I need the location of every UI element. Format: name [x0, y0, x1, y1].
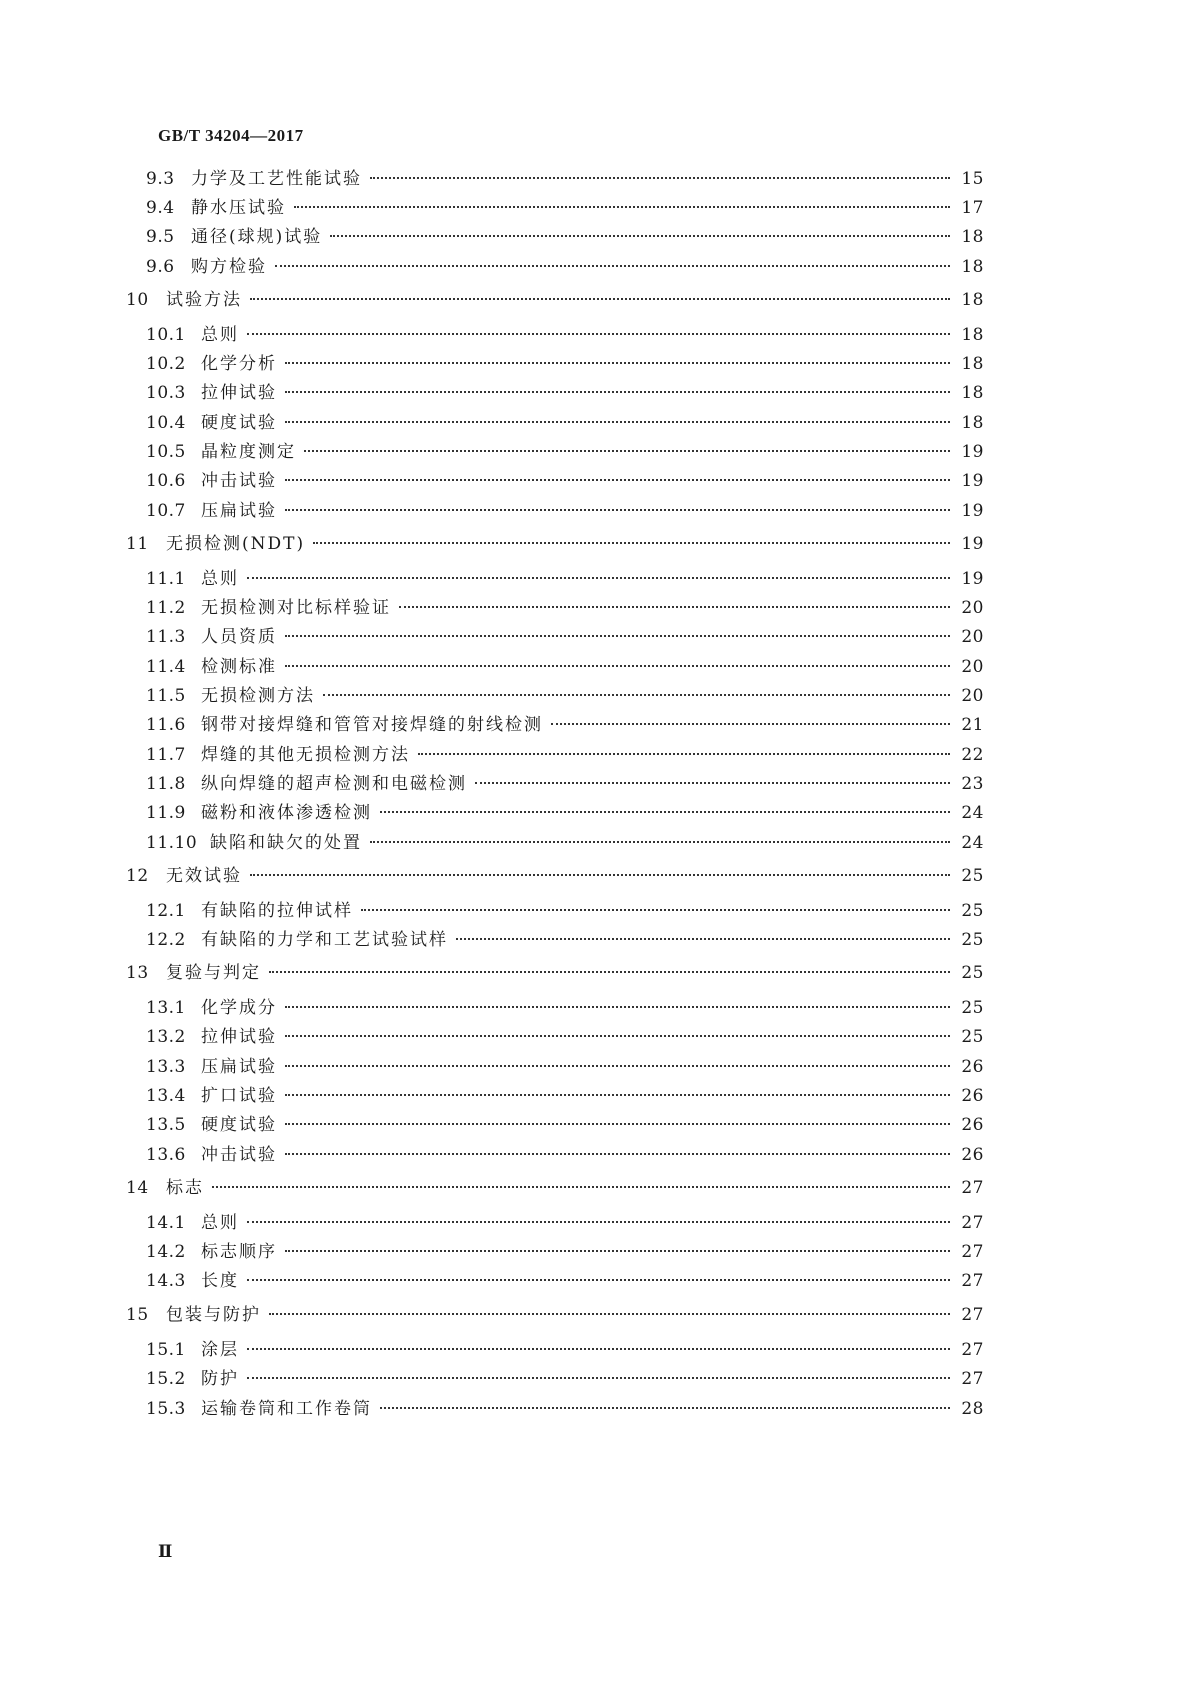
toc-entry-number: 10.4: [146, 413, 186, 433]
toc-subsection-row[interactable]: [146, 744, 984, 766]
toc-entry-page: 20: [961, 627, 984, 647]
toc-entry-page: 27: [961, 1178, 984, 1198]
toc-subsection-row[interactable]: [146, 626, 984, 648]
toc-entry-page: 25: [961, 866, 984, 886]
toc-entry-number: 9.5: [146, 227, 175, 247]
toc-subsection-row[interactable]: [146, 441, 984, 463]
toc-subsection-row[interactable]: [146, 1270, 984, 1292]
toc-entry-page: 15: [961, 169, 984, 189]
toc-dot-leader: [269, 971, 950, 973]
toc-section-row[interactable]: [126, 1177, 984, 1199]
standard-code-header: GB/T 34204—2017: [158, 126, 304, 145]
toc-subsection-row[interactable]: [146, 256, 984, 278]
toc-entry-title: 通径(球规)试验: [191, 227, 323, 247]
toc-subsection-row[interactable]: [146, 1114, 984, 1136]
toc-subsection-row[interactable]: [146, 1398, 984, 1420]
toc-subsection-row[interactable]: [146, 1212, 984, 1234]
toc-entry-title: 硬度试验: [201, 1115, 277, 1135]
toc-entry-number: 13.3: [146, 1057, 186, 1077]
toc-entry-title: 总则: [201, 325, 239, 345]
toc-entry-title: 涂层: [201, 1340, 239, 1360]
toc-dot-leader: [285, 1123, 950, 1125]
toc-entry-title: 纵向焊缝的超声检测和电磁检测: [201, 774, 467, 794]
toc-dot-leader: [380, 1407, 950, 1409]
toc-entry-title: 检测标准: [201, 657, 277, 677]
toc-entry-number: 13.2: [146, 1027, 186, 1047]
toc-entry-title: 冲击试验: [201, 1145, 277, 1165]
toc-subsection-row[interactable]: [146, 324, 984, 346]
toc-entry-number: 13.5: [146, 1115, 186, 1135]
toc-dot-leader: [330, 235, 950, 237]
toc-entry-page: 21: [961, 715, 984, 735]
toc-entry-number: 11.2: [146, 598, 186, 618]
toc-entry-number: 10: [126, 290, 149, 310]
toc-entry-page: 18: [961, 257, 984, 277]
toc-dot-leader: [285, 1094, 950, 1096]
toc-subsection-row[interactable]: [146, 1368, 984, 1390]
toc-subsection-row[interactable]: [146, 773, 984, 795]
toc-entry-number: 13.6: [146, 1145, 186, 1165]
toc-entry-number: 12: [126, 866, 149, 886]
toc-entry-number: 15.1: [146, 1340, 186, 1360]
toc-entry-page: 19: [961, 501, 984, 521]
toc-dot-leader: [247, 1377, 950, 1379]
toc-entry-title: 晶粒度测定: [201, 442, 296, 462]
toc-entry-title: 冲击试验: [201, 471, 277, 491]
toc-dot-leader: [370, 177, 950, 179]
toc-subsection-row[interactable]: [146, 1144, 984, 1166]
toc-entry-title: 运输卷筒和工作卷筒: [201, 1399, 372, 1419]
toc-entry-number: 9.3: [146, 169, 175, 189]
toc-entry-title: 长度: [201, 1271, 239, 1291]
toc-entry-page: 22: [961, 745, 984, 765]
toc-entry-title: 拉伸试验: [201, 383, 277, 403]
toc-entry-title: 硬度试验: [201, 413, 277, 433]
toc-dot-leader: [285, 421, 950, 423]
toc-entry-page: 18: [961, 413, 984, 433]
toc-dot-leader: [247, 1221, 950, 1223]
toc-entry-number: 10.5: [146, 442, 186, 462]
toc-entry-page: 20: [961, 686, 984, 706]
toc-entry-number: 13: [126, 963, 149, 983]
toc-entry-title: 总则: [201, 569, 239, 589]
toc-dot-leader: [456, 938, 950, 940]
toc-subsection-row[interactable]: [146, 197, 984, 219]
toc-entry-page: 25: [961, 963, 984, 983]
toc-subsection-row[interactable]: [146, 656, 984, 678]
toc-entry-title: 总则: [201, 1213, 239, 1233]
toc-dot-leader: [313, 542, 950, 544]
toc-entry-number: 13.4: [146, 1086, 186, 1106]
toc-entry-title: 无损检测(NDT): [166, 534, 306, 554]
toc-entry-page: 20: [961, 657, 984, 677]
toc-dot-leader: [285, 509, 950, 511]
toc-entry-page: 25: [961, 1027, 984, 1047]
toc-subsection-row[interactable]: [146, 1056, 984, 1078]
toc-subsection-row[interactable]: [146, 412, 984, 434]
toc-dot-leader: [250, 298, 950, 300]
toc-dot-leader: [247, 1279, 950, 1281]
toc-dot-leader: [361, 909, 950, 911]
toc-entry-page: 19: [961, 569, 984, 589]
toc-entry-page: 27: [961, 1242, 984, 1262]
toc-entry-number: 15.2: [146, 1369, 186, 1389]
toc-dot-leader: [370, 841, 950, 843]
toc-entry-number: 9.6: [146, 257, 175, 277]
toc-entry-page: 25: [961, 998, 984, 1018]
toc-entry-page: 18: [961, 325, 984, 345]
toc-entry-title: 拉伸试验: [201, 1027, 277, 1047]
toc-dot-leader: [285, 1065, 950, 1067]
toc-dot-leader: [212, 1186, 950, 1188]
toc-entry-number: 12.1: [146, 901, 186, 921]
toc-subsection-row[interactable]: [146, 500, 984, 522]
toc-entry-title: 无效试验: [166, 866, 242, 886]
toc-entry-page: 18: [961, 383, 984, 403]
toc-entry-title: 焊缝的其他无损检测方法: [201, 745, 410, 765]
toc-entry-number: 14: [126, 1178, 149, 1198]
toc-entry-title: 化学分析: [201, 354, 277, 374]
toc-entry-number: 14.3: [146, 1271, 186, 1291]
toc-entry-title: 压扁试验: [201, 501, 277, 521]
toc-entry-page: 24: [961, 833, 984, 853]
toc-dot-leader: [250, 874, 950, 876]
toc-entry-page: 25: [961, 930, 984, 950]
toc-subsection-row[interactable]: [146, 1085, 984, 1107]
page-number: Ⅱ: [158, 1542, 173, 1561]
toc-entry-number: 11.6: [146, 715, 186, 735]
toc-subsection-row[interactable]: [146, 1026, 984, 1048]
toc-dot-leader: [475, 782, 950, 784]
toc-subsection-row[interactable]: [146, 714, 984, 736]
toc-dot-leader: [323, 694, 950, 696]
toc-entry-page: 27: [961, 1340, 984, 1360]
toc-section-row[interactable]: [126, 865, 984, 887]
toc-entry-title: 扩口试验: [201, 1086, 277, 1106]
toc-entry-title: 复验与判定: [166, 963, 261, 983]
toc-entry-title: 缺陷和缺欠的处置: [210, 833, 362, 853]
toc-entry-number: 11.5: [146, 686, 186, 706]
toc-subsection-row[interactable]: [146, 382, 984, 404]
toc-entry-title: 无损检测对比标样验证: [201, 598, 391, 618]
toc-entry-page: 18: [961, 354, 984, 374]
toc-entry-page: 25: [961, 901, 984, 921]
toc-entry-number: 10.7: [146, 501, 186, 521]
toc-dot-leader: [247, 1348, 950, 1350]
toc-subsection-row[interactable]: [146, 685, 984, 707]
toc-entry-page: 17: [961, 198, 984, 218]
toc-dot-leader: [247, 577, 950, 579]
toc-entry-page: 28: [961, 1399, 984, 1419]
toc-dot-leader: [285, 1250, 950, 1252]
toc-section-row[interactable]: [126, 1304, 984, 1326]
toc-entry-number: 10.3: [146, 383, 186, 403]
toc-subsection-row[interactable]: [146, 900, 984, 922]
toc-entry-title: 无损检测方法: [201, 686, 315, 706]
toc-entry-page: 26: [961, 1145, 984, 1165]
toc-dot-leader: [275, 265, 950, 267]
toc-entry-title: 静水压试验: [191, 198, 286, 218]
toc-entry-number: 11.3: [146, 627, 186, 647]
toc-subsection-row[interactable]: [146, 168, 984, 190]
toc-entry-page: 26: [961, 1057, 984, 1077]
toc-entry-number: 11: [126, 534, 149, 554]
toc-entry-page: 27: [961, 1213, 984, 1233]
toc-entry-title: 有缺陷的力学和工艺试验试样: [201, 930, 448, 950]
toc-entry-title: 钢带对接焊缝和管管对接焊缝的射线检测: [201, 715, 543, 735]
toc-entry-title: 试验方法: [166, 290, 242, 310]
toc-dot-leader: [294, 206, 950, 208]
toc-subsection-row[interactable]: [146, 226, 984, 248]
toc-subsection-row[interactable]: [146, 832, 984, 854]
toc-section-row[interactable]: [126, 289, 984, 311]
toc-dot-leader: [399, 606, 950, 608]
toc-entry-title: 力学及工艺性能试验: [191, 169, 362, 189]
toc-dot-leader: [247, 333, 950, 335]
toc-entry-number: 9.4: [146, 198, 175, 218]
toc-entry-number: 12.2: [146, 930, 186, 950]
toc-entry-number: 10.6: [146, 471, 186, 491]
toc-entry-title: 有缺陷的拉伸试样: [201, 901, 353, 921]
toc-entry-page: 23: [961, 774, 984, 794]
toc-entry-title: 防护: [201, 1369, 239, 1389]
toc-entry-page: 26: [961, 1115, 984, 1135]
toc-dot-leader: [551, 723, 950, 725]
toc-entry-number: 13.1: [146, 998, 186, 1018]
toc-subsection-row[interactable]: [146, 997, 984, 1019]
toc-entry-title: 包装与防护: [166, 1305, 261, 1325]
toc-dot-leader: [304, 450, 950, 452]
toc-section-row[interactable]: [126, 533, 984, 555]
toc-entry-number: 11.10: [146, 833, 198, 853]
toc-entry-number: 15.3: [146, 1399, 186, 1419]
toc-entry-page: 18: [961, 290, 984, 310]
toc-entry-page: 19: [961, 534, 984, 554]
toc-entry-number: 11.4: [146, 657, 186, 677]
toc-dot-leader: [380, 811, 950, 813]
toc-dot-leader: [418, 753, 950, 755]
toc-entry-page: 18: [961, 227, 984, 247]
toc-dot-leader: [285, 391, 950, 393]
toc-entry-number: 14.1: [146, 1213, 186, 1233]
toc-entry-page: 19: [961, 442, 984, 462]
toc-entry-title: 压扁试验: [201, 1057, 277, 1077]
toc-subsection-row[interactable]: [146, 470, 984, 492]
toc-entry-page: 27: [961, 1271, 984, 1291]
toc-entry-number: 11.7: [146, 745, 186, 765]
toc-entry-page: 26: [961, 1086, 984, 1106]
toc-dot-leader: [285, 1153, 950, 1155]
toc-entry-page: 19: [961, 471, 984, 491]
toc-dot-leader: [269, 1313, 950, 1315]
toc-entry-title: 化学成分: [201, 998, 277, 1018]
toc-subsection-row[interactable]: [146, 568, 984, 590]
toc-dot-leader: [285, 479, 950, 481]
toc-entry-page: 27: [961, 1305, 984, 1325]
toc-entry-page: 24: [961, 803, 984, 823]
toc-subsection-row[interactable]: [146, 802, 984, 824]
toc-entry-title: 人员资质: [201, 627, 277, 647]
toc-entry-title: 标志: [166, 1178, 204, 1198]
toc-entry-number: 10.1: [146, 325, 186, 345]
toc-subsection-row[interactable]: [146, 929, 984, 951]
toc-entry-number: 11.9: [146, 803, 186, 823]
toc-entry-page: 20: [961, 598, 984, 618]
toc-dot-leader: [285, 665, 950, 667]
toc-entry-number: 11.1: [146, 569, 186, 589]
toc-entry-page: 27: [961, 1369, 984, 1389]
toc-dot-leader: [285, 1006, 950, 1008]
toc-subsection-row[interactable]: [146, 1339, 984, 1361]
toc-subsection-row[interactable]: [146, 597, 984, 619]
toc-entry-title: 标志顺序: [201, 1242, 277, 1262]
toc-entry-number: 10.2: [146, 354, 186, 374]
toc-entry-number: 14.2: [146, 1242, 186, 1262]
toc-entry-number: 11.8: [146, 774, 186, 794]
toc-entry-title: 购方检验: [191, 257, 267, 277]
toc-dot-leader: [285, 362, 950, 364]
toc-subsection-row[interactable]: [146, 1241, 984, 1263]
toc-dot-leader: [285, 1035, 950, 1037]
toc-subsection-row[interactable]: [146, 353, 984, 375]
toc-entry-title: 磁粉和液体渗透检测: [201, 803, 372, 823]
toc-section-row[interactable]: [126, 962, 984, 984]
toc-entry-number: 15: [126, 1305, 149, 1325]
toc-dot-leader: [285, 635, 950, 637]
